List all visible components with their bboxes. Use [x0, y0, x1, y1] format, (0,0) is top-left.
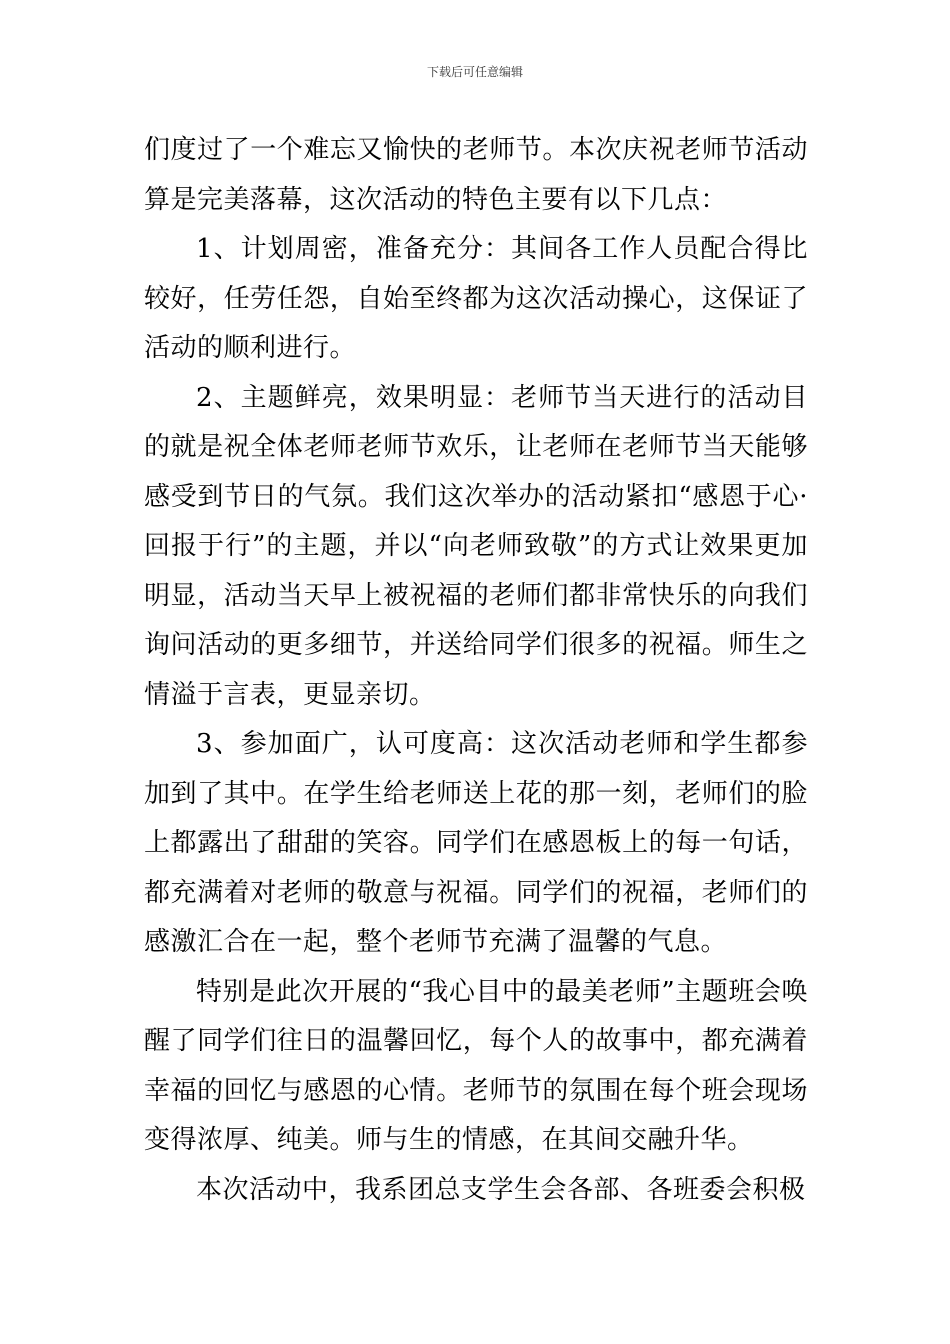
paragraph-point-2: 2、主题鲜亮，效果明显：老师节当天进行的活动目的就是祝全体老师老师节欢乐，让老师在老师节当天能够感受到节日的气氛。我们这次举办的活动紧扣“感恩于心·回报于行”的主题，并以“向老师致敬”的方式让效果更加明显，活动当天早上被祝福的老师们都非常快乐的向我们询问活动的更多细节，并送给同学们很多的祝福。师生之情溢于言表，更显亲切。: [144, 382, 808, 710]
paragraph-point-1: 1、计划周密，准备充分：其间各工作人员配合得比较好，任劳任怨，自始至终都为这次活动操心，这保证了活动的顺利进行。: [144, 234, 808, 363]
paragraph-point-3: 3、参加面广，认可度高：这次活动老师和学生都参加到了其中。在学生给老师送上花的那一刻，老师们的脸上都露出了甜甜的笑容。同学们在感恩板上的每一句话，都充满着对老师的敬意与祝福。同学们的祝福，老师们的感激汇合在一起，整个老师节充满了温馨的气息。: [144, 729, 808, 957]
paragraph-continuation: 们度过了一个难忘又愉快的老师节。本次庆祝老师节活动算是完美落幕，这次活动的特色主要有以下几点：: [144, 135, 808, 215]
document-body: [144, 126, 808, 1215]
page-header-note: 下载后可任意编辑: [426, 65, 523, 79]
paragraph-closing: 本次活动中，我系团总支学生会各部、各班委会积极: [196, 1174, 806, 1205]
paragraph-class-meeting: 特别是此次开展的“我心目中的最美老师”主题班会唤醒了同学们往日的温馨回忆，每个人的故事中，都充满着幸福的回忆与感恩的心情。老师节的氛围在每个班会现场变得浓厚、纯美。师与生的情感，在其间交融升华。: [144, 976, 808, 1155]
